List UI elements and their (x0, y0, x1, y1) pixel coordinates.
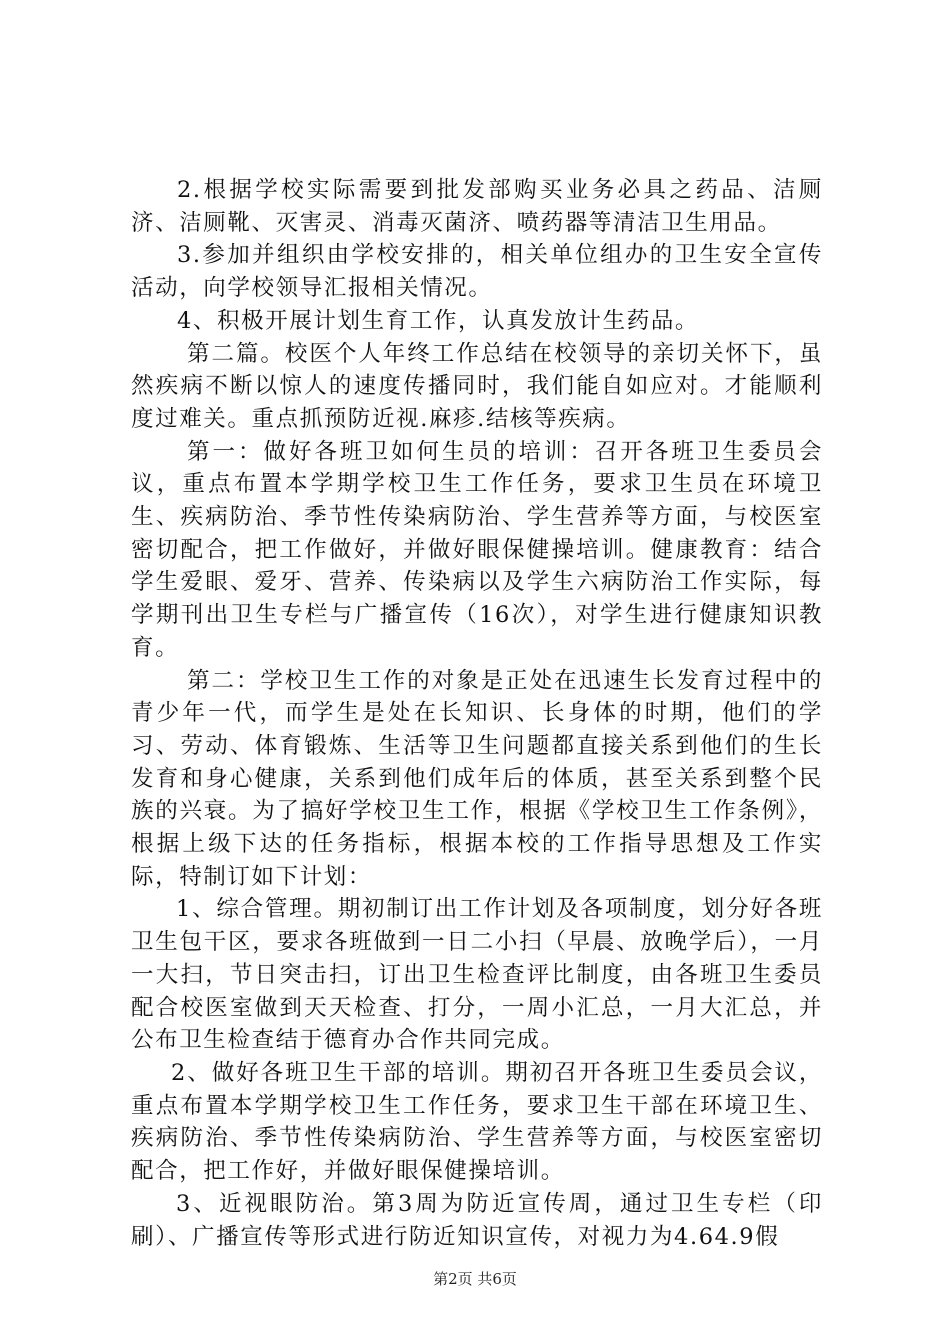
paragraph-general-management: 1、综合管理。期初制订出工作计划及各项制度，划分好各班卫生包干区，要求各班做到一日二小扫（早晨、放晚学后），一月一大扫，节日突击扫，订出卫生检查评比制度，由各班卫生委员配合校医室做到天天检查、打分，一周小汇总，一月大汇总，并公布卫生检查结于德育办合作共同完成。 (131, 896, 823, 1054)
paragraph-staff-training: 2、做好各班卫生干部的培训。期初召开各班卫生委员会议，重点布置本学期学校卫生工作任务，要求卫生干部在环境卫生、疾病防治、季节性传染病防治、学生营养等方面，与校医室密切配合，把工作好，并做好眼保健操培训。 (131, 1059, 823, 1185)
paragraph-item-2: 2.根据学校实际需要到批发部购买业务必具之药品、洁厕济、洁厕靴、灭害灵、消毒灭菌济、喷药器等清洁卫生用品。 (131, 177, 823, 236)
paragraph-first-point: 第一：做好各班卫如何生员的培训：召开各班卫生委员会议，重点布置本学期学校卫生工作任务，要求卫生员在环境卫生、疾病防治、季节性传染病防治、学生营养等方面，与校医室密切配合，把工作做好，并做好眼保健操培训。健康教育：结合学生爱眼、爱牙、营养、传染病以及学生六病防治工作实际，每学期刊出卫生专栏与广播宣传（16次），对学生进行健康知识教育。 (131, 438, 823, 661)
document-body (131, 174, 823, 1253)
paragraph-second-article-intro: 第二篇。校医个人年终工作总结在校领导的亲切关怀下，虽然疾病不断以惊人的速度传播同时，我们能自如应对。才能顺利度过难关。重点抓预防近视.麻疹.结核等疾病。 (131, 340, 823, 432)
paragraph-item-4: 4、积极开展计划生育工作，认真发放计生药品。 (177, 307, 700, 334)
paragraph-second-point: 第二：学校卫生工作的对象是正处在迅速生长发育过程中的青少年一代，而学生是处在长知识、长身体的时期，他们的学习、劳动、体育锻炼、生活等卫生问题都直接关系到他们的生长发育和身心健康，关系到他们成年后的体质，甚至关系到整个民族的兴衰。为了搞好学校卫生工作，根据《学校卫生工作条例》，根据上级下达的任务指标，根据本校的工作指导思想及工作实际，特制订如下计划： (131, 667, 823, 890)
paragraph-myopia-prevention: 3、近视眼防治。第3周为防近宣传周，通过卫生专栏（印刷）、广播宣传等形式进行防近知识宣传，对视力为4.64.9假 (131, 1190, 823, 1250)
page-number-footer: 第2页 共6页 (433, 1270, 517, 1288)
paragraph-item-3: 3.参加并组织由学校安排的，相关单位组办的卫生安全宣传活动，向学校领导汇报相关情况。 (131, 242, 823, 302)
